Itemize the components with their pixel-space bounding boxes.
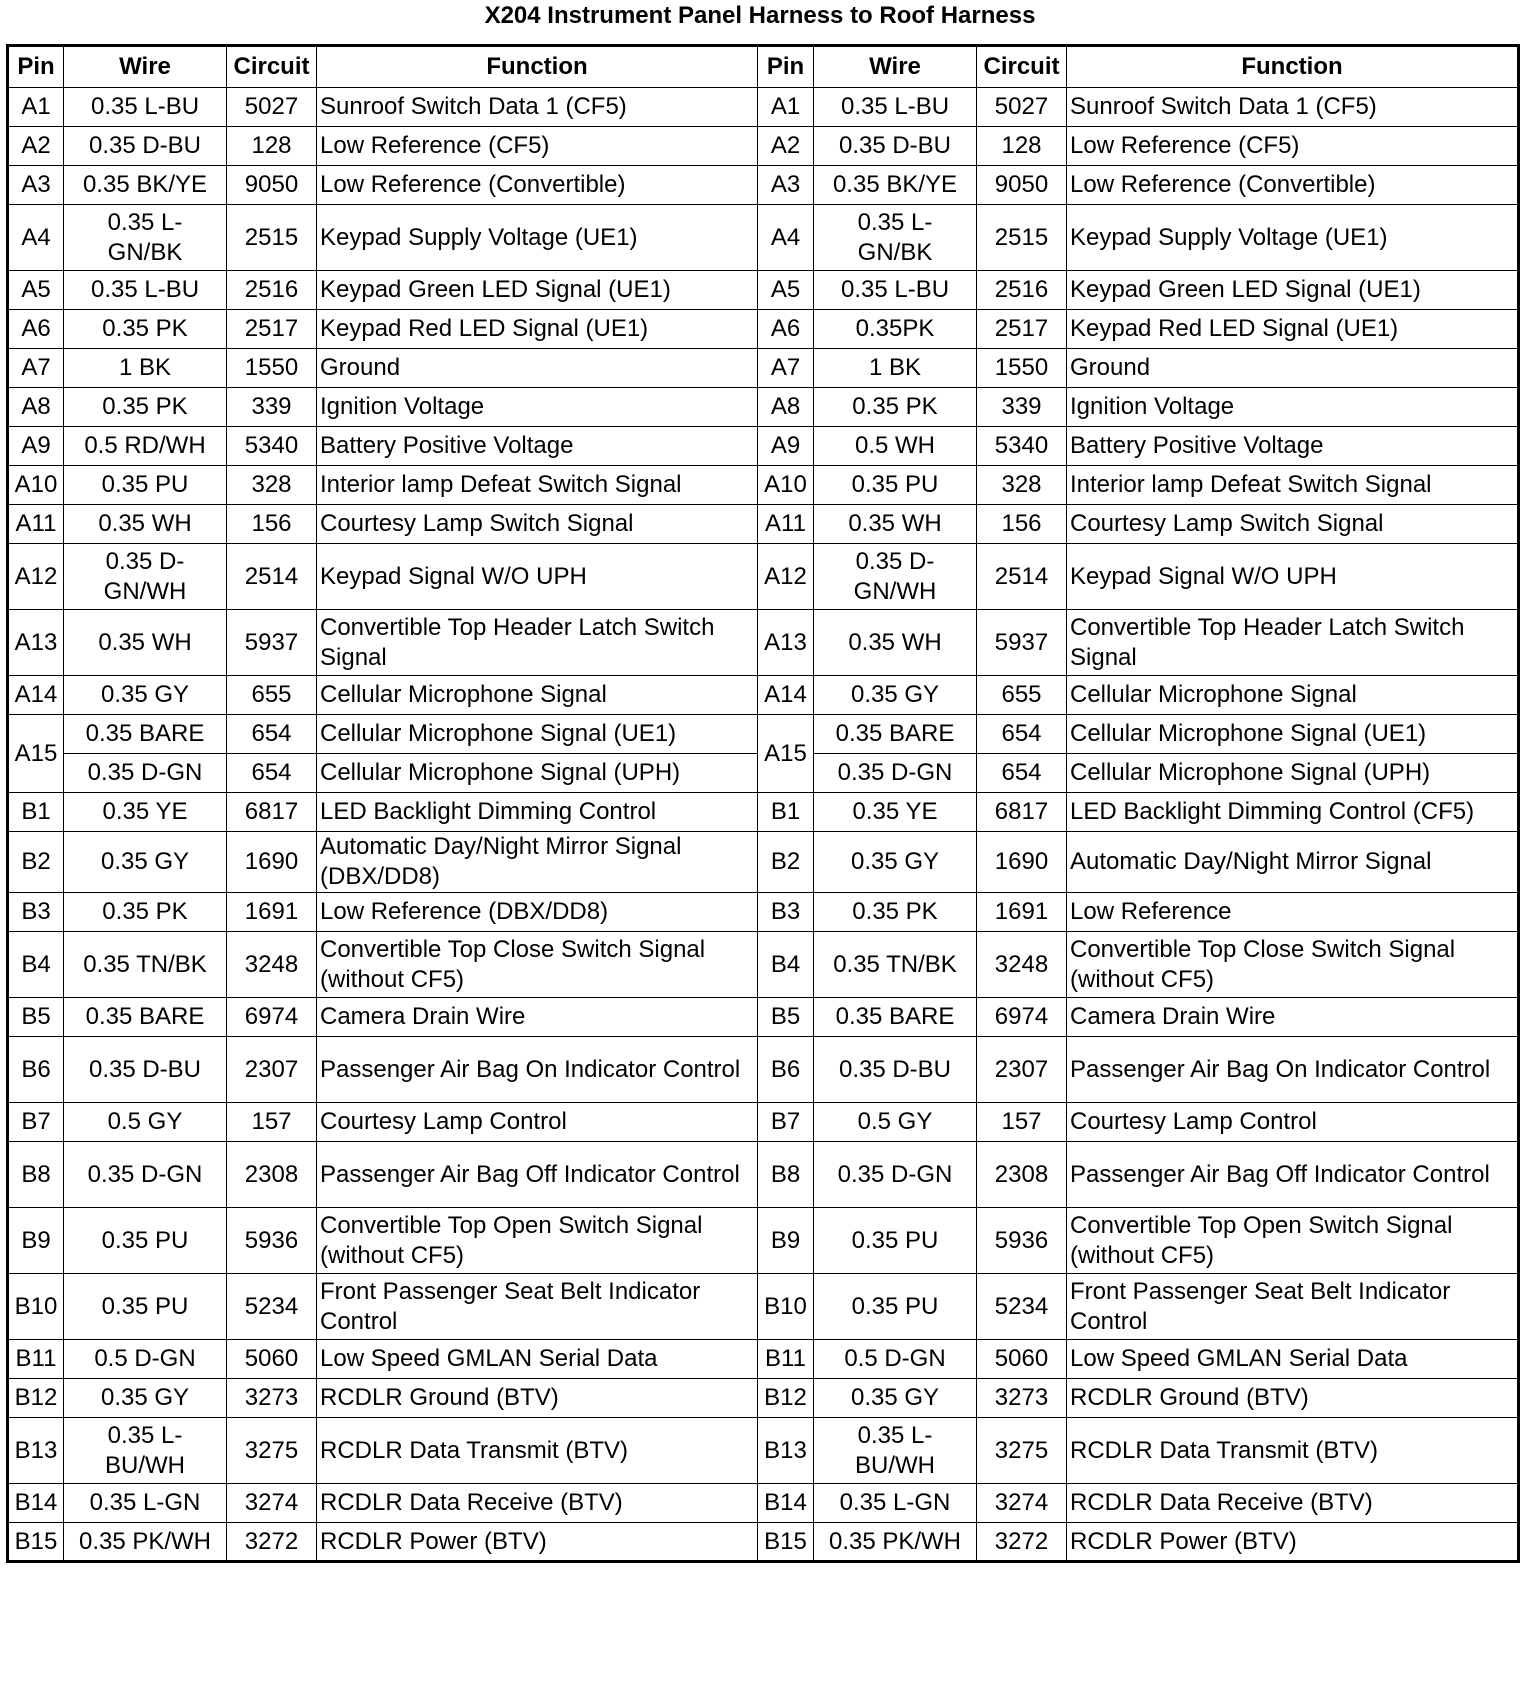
wire-cell: 1 BK bbox=[814, 349, 977, 388]
table-row bbox=[8, 388, 1519, 427]
function-cell: Courtesy Lamp Switch Signal bbox=[1067, 505, 1519, 544]
wire-cell: 0.35 BK/YE bbox=[64, 166, 227, 205]
table-row bbox=[8, 832, 1519, 893]
function-cell: Ground bbox=[317, 349, 758, 388]
pin-cell: A1 bbox=[8, 88, 64, 127]
function-cell: Battery Positive Voltage bbox=[317, 427, 758, 466]
circuit-cell: 2514 bbox=[977, 544, 1067, 610]
pin-cell: B5 bbox=[758, 998, 814, 1037]
wire-cell: 0.35 L-GN bbox=[814, 1484, 977, 1523]
pin-cell: B10 bbox=[758, 1274, 814, 1340]
pin-cell: A11 bbox=[8, 505, 64, 544]
pin-cell: A12 bbox=[758, 544, 814, 610]
circuit-cell: 2514 bbox=[227, 544, 317, 610]
wire-cell: 0.35 PK/WH bbox=[64, 1523, 227, 1562]
wire-cell: 0.35 PK bbox=[64, 310, 227, 349]
circuit-cell: 128 bbox=[977, 127, 1067, 166]
table-row bbox=[8, 544, 1519, 610]
wire-cell: 0.5 GY bbox=[64, 1103, 227, 1142]
circuit-cell: 328 bbox=[227, 466, 317, 505]
circuit-cell: 5060 bbox=[227, 1340, 317, 1379]
function-cell: Keypad Supply Voltage (UE1) bbox=[317, 205, 758, 271]
header-pin: Pin bbox=[758, 46, 814, 88]
table-row bbox=[8, 271, 1519, 310]
circuit-cell: 156 bbox=[227, 505, 317, 544]
function-cell: Front Passenger Seat Belt Indicator Control bbox=[1067, 1274, 1519, 1340]
function-cell: Automatic Day/Night Mirror Signal bbox=[1067, 832, 1519, 893]
table-row bbox=[8, 205, 1519, 271]
circuit-cell: 3274 bbox=[977, 1484, 1067, 1523]
wire-cell: 0.35 D-BU bbox=[64, 1037, 227, 1103]
circuit-cell: 5340 bbox=[977, 427, 1067, 466]
circuit-cell: 2515 bbox=[977, 205, 1067, 271]
wire-cell: 0.35 YE bbox=[814, 793, 977, 832]
function-cell: Cellular Microphone Signal (UPH) bbox=[1067, 754, 1519, 793]
wire-cell: 0.5 GY bbox=[814, 1103, 977, 1142]
table-row bbox=[8, 793, 1519, 832]
wire-cell: 0.35 L-BU bbox=[814, 271, 977, 310]
circuit-cell: 2307 bbox=[227, 1037, 317, 1103]
pin-cell: A15 bbox=[758, 715, 814, 793]
pin-cell: B8 bbox=[758, 1142, 814, 1208]
header-function: Function bbox=[1067, 46, 1519, 88]
circuit-cell: 3273 bbox=[227, 1379, 317, 1418]
pin-cell: A14 bbox=[8, 676, 64, 715]
pin-cell: B14 bbox=[758, 1484, 814, 1523]
wire-cell: 0.35 L-BU/WH bbox=[64, 1418, 227, 1484]
function-cell: Low Reference bbox=[1067, 893, 1519, 932]
circuit-cell: 6817 bbox=[977, 793, 1067, 832]
pin-cell: A9 bbox=[758, 427, 814, 466]
pin-cell: A6 bbox=[758, 310, 814, 349]
circuit-cell: 128 bbox=[227, 127, 317, 166]
wire-cell: 0.35 D-BU bbox=[814, 1037, 977, 1103]
table-row bbox=[8, 427, 1519, 466]
wire-cell: 0.35 D-BU bbox=[814, 127, 977, 166]
function-cell: Low Speed GMLAN Serial Data bbox=[317, 1340, 758, 1379]
function-cell: Low Reference (CF5) bbox=[1067, 127, 1519, 166]
table-row bbox=[8, 610, 1519, 676]
circuit-cell: 5234 bbox=[227, 1274, 317, 1340]
pin-cell: A14 bbox=[758, 676, 814, 715]
circuit-cell: 1690 bbox=[227, 832, 317, 893]
function-cell: Interior lamp Defeat Switch Signal bbox=[317, 466, 758, 505]
wire-cell: 0.35 BARE bbox=[64, 998, 227, 1037]
table-row bbox=[8, 676, 1519, 715]
circuit-cell: 3248 bbox=[227, 932, 317, 998]
function-cell: Automatic Day/Night Mirror Signal (DBX/DD8) bbox=[317, 832, 758, 893]
wire-cell: 0.35 D-GN bbox=[814, 1142, 977, 1208]
function-cell: Keypad Red LED Signal (UE1) bbox=[317, 310, 758, 349]
pin-cell: A3 bbox=[8, 166, 64, 205]
pin-cell: A2 bbox=[8, 127, 64, 166]
pin-cell: B5 bbox=[8, 998, 64, 1037]
pin-cell: B7 bbox=[8, 1103, 64, 1142]
function-cell: Passenger Air Bag Off Indicator Control bbox=[1067, 1142, 1519, 1208]
circuit-cell: 6974 bbox=[227, 998, 317, 1037]
function-cell: Battery Positive Voltage bbox=[1067, 427, 1519, 466]
function-cell: Cellular Microphone Signal bbox=[317, 676, 758, 715]
pin-cell: B11 bbox=[758, 1340, 814, 1379]
table-row bbox=[8, 1340, 1519, 1379]
pin-cell: A15 bbox=[8, 715, 64, 793]
circuit-cell: 654 bbox=[977, 715, 1067, 754]
pin-cell: B4 bbox=[8, 932, 64, 998]
circuit-cell: 6817 bbox=[227, 793, 317, 832]
function-cell: Low Reference (CF5) bbox=[317, 127, 758, 166]
pin-cell: B1 bbox=[8, 793, 64, 832]
wire-cell: 0.35 L-BU/WH bbox=[814, 1418, 977, 1484]
function-cell: Cellular Microphone Signal (UPH) bbox=[317, 754, 758, 793]
wire-cell: 0.35 GY bbox=[64, 676, 227, 715]
function-cell: Keypad Supply Voltage (UE1) bbox=[1067, 205, 1519, 271]
function-cell: Keypad Signal W/O UPH bbox=[1067, 544, 1519, 610]
pin-cell: A12 bbox=[8, 544, 64, 610]
pin-cell: B9 bbox=[758, 1208, 814, 1274]
function-cell: Camera Drain Wire bbox=[1067, 998, 1519, 1037]
pin-cell: A4 bbox=[758, 205, 814, 271]
circuit-cell: 2517 bbox=[977, 310, 1067, 349]
circuit-cell: 328 bbox=[977, 466, 1067, 505]
wire-cell: 0.35 D-GN bbox=[814, 754, 977, 793]
table-row bbox=[8, 1274, 1519, 1340]
function-cell: Sunroof Switch Data 1 (CF5) bbox=[1067, 88, 1519, 127]
pin-cell: A2 bbox=[758, 127, 814, 166]
function-cell: RCDLR Ground (BTV) bbox=[317, 1379, 758, 1418]
function-cell: LED Backlight Dimming Control bbox=[317, 793, 758, 832]
function-cell: RCDLR Data Transmit (BTV) bbox=[317, 1418, 758, 1484]
function-cell: RCDLR Data Transmit (BTV) bbox=[1067, 1418, 1519, 1484]
circuit-cell: 9050 bbox=[227, 166, 317, 205]
table-row bbox=[8, 1037, 1519, 1103]
pin-cell: A9 bbox=[8, 427, 64, 466]
wire-cell: 0.35 PK bbox=[814, 893, 977, 932]
function-cell: Cellular Microphone Signal (UE1) bbox=[317, 715, 758, 754]
circuit-cell: 339 bbox=[227, 388, 317, 427]
wire-cell: 0.35 PU bbox=[64, 1274, 227, 1340]
table-row bbox=[8, 1484, 1519, 1523]
circuit-cell: 3274 bbox=[227, 1484, 317, 1523]
pin-cell: B12 bbox=[758, 1379, 814, 1418]
pin-cell: B2 bbox=[8, 832, 64, 893]
header-wire: Wire bbox=[64, 46, 227, 88]
function-cell: Front Passenger Seat Belt Indicator Control bbox=[317, 1274, 758, 1340]
circuit-cell: 339 bbox=[977, 388, 1067, 427]
function-cell: Passenger Air Bag On Indicator Control bbox=[1067, 1037, 1519, 1103]
function-cell: Low Reference (DBX/DD8) bbox=[317, 893, 758, 932]
wire-cell: 0.35 WH bbox=[64, 610, 227, 676]
circuit-cell: 1550 bbox=[227, 349, 317, 388]
wire-cell: 0.35PK bbox=[814, 310, 977, 349]
circuit-cell: 3272 bbox=[227, 1523, 317, 1562]
table-row bbox=[8, 310, 1519, 349]
circuit-cell: 3272 bbox=[977, 1523, 1067, 1562]
circuit-cell: 5937 bbox=[977, 610, 1067, 676]
circuit-cell: 156 bbox=[977, 505, 1067, 544]
pin-cell: A11 bbox=[758, 505, 814, 544]
pin-cell: B12 bbox=[8, 1379, 64, 1418]
circuit-cell: 5027 bbox=[977, 88, 1067, 127]
pin-cell: B1 bbox=[758, 793, 814, 832]
wire-cell: 0.35 PU bbox=[814, 1208, 977, 1274]
function-cell: Convertible Top Open Switch Signal (without CF5) bbox=[317, 1208, 758, 1274]
pin-cell: B15 bbox=[8, 1523, 64, 1562]
wire-cell: 0.35 GY bbox=[814, 676, 977, 715]
function-cell: Keypad Green LED Signal (UE1) bbox=[1067, 271, 1519, 310]
circuit-cell: 2517 bbox=[227, 310, 317, 349]
wire-cell: 0.35 WH bbox=[814, 505, 977, 544]
circuit-cell: 2515 bbox=[227, 205, 317, 271]
circuit-cell: 3248 bbox=[977, 932, 1067, 998]
header-circuit: Circuit bbox=[227, 46, 317, 88]
pin-cell: B10 bbox=[8, 1274, 64, 1340]
pin-cell: B6 bbox=[8, 1037, 64, 1103]
wire-cell: 0.35 D-GN/WH bbox=[64, 544, 227, 610]
circuit-cell: 5936 bbox=[227, 1208, 317, 1274]
circuit-cell: 6974 bbox=[977, 998, 1067, 1037]
circuit-cell: 654 bbox=[227, 715, 317, 754]
circuit-cell: 3275 bbox=[977, 1418, 1067, 1484]
pin-cell: A6 bbox=[8, 310, 64, 349]
circuit-cell: 5234 bbox=[977, 1274, 1067, 1340]
function-cell: Cellular Microphone Signal bbox=[1067, 676, 1519, 715]
wire-cell: 0.35 L-GN/BK bbox=[814, 205, 977, 271]
table-row bbox=[8, 349, 1519, 388]
wire-cell: 0.5 D-GN bbox=[64, 1340, 227, 1379]
wire-cell: 0.5 WH bbox=[814, 427, 977, 466]
wire-cell: 0.35 WH bbox=[814, 610, 977, 676]
pin-cell: A8 bbox=[758, 388, 814, 427]
function-cell: RCDLR Power (BTV) bbox=[1067, 1523, 1519, 1562]
function-cell: Low Speed GMLAN Serial Data bbox=[1067, 1340, 1519, 1379]
function-cell: Interior lamp Defeat Switch Signal bbox=[1067, 466, 1519, 505]
circuit-cell: 5027 bbox=[227, 88, 317, 127]
circuit-cell: 3273 bbox=[977, 1379, 1067, 1418]
wire-cell: 0.35 D-GN/WH bbox=[814, 544, 977, 610]
circuit-cell: 3275 bbox=[227, 1418, 317, 1484]
circuit-cell: 654 bbox=[227, 754, 317, 793]
pin-cell: B7 bbox=[758, 1103, 814, 1142]
table-row bbox=[8, 893, 1519, 932]
pin-cell: A10 bbox=[758, 466, 814, 505]
table-row bbox=[8, 715, 1519, 754]
pin-cell: A13 bbox=[8, 610, 64, 676]
wire-cell: 0.35 PU bbox=[814, 466, 977, 505]
circuit-cell: 5060 bbox=[977, 1340, 1067, 1379]
wire-cell: 0.5 RD/WH bbox=[64, 427, 227, 466]
function-cell: Passenger Air Bag On Indicator Control bbox=[317, 1037, 758, 1103]
pin-cell: B6 bbox=[758, 1037, 814, 1103]
wire-cell: 0.35 TN/BK bbox=[64, 932, 227, 998]
function-cell: Camera Drain Wire bbox=[317, 998, 758, 1037]
table-row bbox=[8, 466, 1519, 505]
wire-cell: 0.35 PU bbox=[64, 466, 227, 505]
function-cell: Passenger Air Bag Off Indicator Control bbox=[317, 1142, 758, 1208]
header-wire: Wire bbox=[814, 46, 977, 88]
function-cell: Courtesy Lamp Switch Signal bbox=[317, 505, 758, 544]
function-cell: Convertible Top Close Switch Signal (without CF5) bbox=[317, 932, 758, 998]
wire-cell: 0.5 D-GN bbox=[814, 1340, 977, 1379]
function-cell: Low Reference (Convertible) bbox=[317, 166, 758, 205]
function-cell: Keypad Red LED Signal (UE1) bbox=[1067, 310, 1519, 349]
function-cell: Sunroof Switch Data 1 (CF5) bbox=[317, 88, 758, 127]
circuit-cell: 655 bbox=[227, 676, 317, 715]
circuit-cell: 1690 bbox=[977, 832, 1067, 893]
header-row bbox=[8, 46, 1519, 88]
circuit-cell: 5340 bbox=[227, 427, 317, 466]
wire-cell: 0.35 L-BU bbox=[814, 88, 977, 127]
function-cell: Keypad Signal W/O UPH bbox=[317, 544, 758, 610]
wire-cell: 0.35 BARE bbox=[814, 998, 977, 1037]
pin-cell: A5 bbox=[8, 271, 64, 310]
wire-cell: 0.35 PK bbox=[814, 388, 977, 427]
header-function: Function bbox=[317, 46, 758, 88]
pin-cell: A4 bbox=[8, 205, 64, 271]
circuit-cell: 5936 bbox=[977, 1208, 1067, 1274]
wire-cell: 0.35 L-GN bbox=[64, 1484, 227, 1523]
wire-cell: 0.35 BK/YE bbox=[814, 166, 977, 205]
pin-cell: A13 bbox=[758, 610, 814, 676]
circuit-cell: 157 bbox=[977, 1103, 1067, 1142]
pin-cell: A5 bbox=[758, 271, 814, 310]
wire-cell: 0.35 L-GN/BK bbox=[64, 205, 227, 271]
pin-cell: A3 bbox=[758, 166, 814, 205]
pin-cell: A1 bbox=[758, 88, 814, 127]
table-row bbox=[8, 1418, 1519, 1484]
circuit-cell: 1691 bbox=[227, 893, 317, 932]
function-cell: Cellular Microphone Signal (UE1) bbox=[1067, 715, 1519, 754]
pin-cell: B13 bbox=[8, 1418, 64, 1484]
circuit-cell: 2516 bbox=[227, 271, 317, 310]
function-cell: LED Backlight Dimming Control (CF5) bbox=[1067, 793, 1519, 832]
wire-cell: 0.35 GY bbox=[814, 1379, 977, 1418]
table-row bbox=[8, 1523, 1519, 1562]
circuit-cell: 2308 bbox=[977, 1142, 1067, 1208]
function-cell: Courtesy Lamp Control bbox=[1067, 1103, 1519, 1142]
function-cell: Ignition Voltage bbox=[317, 388, 758, 427]
wire-cell: 0.35 D-GN bbox=[64, 1142, 227, 1208]
table-row bbox=[8, 998, 1519, 1037]
circuit-cell: 9050 bbox=[977, 166, 1067, 205]
wire-cell: 0.35 L-BU bbox=[64, 88, 227, 127]
table-row bbox=[8, 88, 1519, 127]
pinout-table bbox=[6, 44, 1520, 1563]
pin-cell: B13 bbox=[758, 1418, 814, 1484]
wire-cell: 0.35 WH bbox=[64, 505, 227, 544]
function-cell: RCDLR Data Receive (BTV) bbox=[1067, 1484, 1519, 1523]
pin-cell: B3 bbox=[758, 893, 814, 932]
page-title: X204 Instrument Panel Harness to Roof Harness bbox=[484, 2, 1036, 29]
wire-cell: 0.35 D-GN bbox=[64, 754, 227, 793]
wire-cell: 0.35 PK bbox=[64, 388, 227, 427]
wire-cell: 0.35 D-BU bbox=[64, 127, 227, 166]
function-cell: RCDLR Data Receive (BTV) bbox=[317, 1484, 758, 1523]
wire-cell: 0.35 L-BU bbox=[64, 271, 227, 310]
circuit-cell: 655 bbox=[977, 676, 1067, 715]
circuit-cell: 5937 bbox=[227, 610, 317, 676]
pin-cell: B4 bbox=[758, 932, 814, 998]
circuit-cell: 654 bbox=[977, 754, 1067, 793]
wire-cell: 0.35 PU bbox=[64, 1208, 227, 1274]
function-cell: Keypad Green LED Signal (UE1) bbox=[317, 271, 758, 310]
wire-cell: 0.35 GY bbox=[64, 832, 227, 893]
function-cell: Ignition Voltage bbox=[1067, 388, 1519, 427]
function-cell: Low Reference (Convertible) bbox=[1067, 166, 1519, 205]
pin-cell: A10 bbox=[8, 466, 64, 505]
pin-cell: B8 bbox=[8, 1142, 64, 1208]
wire-cell: 0.35 BARE bbox=[64, 715, 227, 754]
wire-cell: 0.35 PK/WH bbox=[814, 1523, 977, 1562]
circuit-cell: 157 bbox=[227, 1103, 317, 1142]
wire-cell: 0.35 GY bbox=[814, 832, 977, 893]
wire-cell: 0.35 PU bbox=[814, 1274, 977, 1340]
pin-cell: B3 bbox=[8, 893, 64, 932]
pin-cell: B15 bbox=[758, 1523, 814, 1562]
circuit-cell: 2516 bbox=[977, 271, 1067, 310]
circuit-cell: 2307 bbox=[977, 1037, 1067, 1103]
pin-cell: B2 bbox=[758, 832, 814, 893]
table-row bbox=[8, 166, 1519, 205]
table-row bbox=[8, 505, 1519, 544]
table-row bbox=[8, 1103, 1519, 1142]
circuit-cell: 2308 bbox=[227, 1142, 317, 1208]
pin-cell: A7 bbox=[758, 349, 814, 388]
circuit-cell: 1691 bbox=[977, 893, 1067, 932]
wire-cell: 0.35 GY bbox=[64, 1379, 227, 1418]
wire-cell: 0.35 BARE bbox=[814, 715, 977, 754]
table-row bbox=[8, 1208, 1519, 1274]
pin-cell: A8 bbox=[8, 388, 64, 427]
function-cell: Convertible Top Header Latch Switch Signal bbox=[1067, 610, 1519, 676]
pin-cell: B14 bbox=[8, 1484, 64, 1523]
pin-cell: B9 bbox=[8, 1208, 64, 1274]
wire-cell: 0.35 YE bbox=[64, 793, 227, 832]
pin-cell: B11 bbox=[8, 1340, 64, 1379]
function-cell: Convertible Top Header Latch Switch Signal bbox=[317, 610, 758, 676]
function-cell: Ground bbox=[1067, 349, 1519, 388]
header-pin: Pin bbox=[8, 46, 64, 88]
wire-cell: 0.35 PK bbox=[64, 893, 227, 932]
function-cell: RCDLR Ground (BTV) bbox=[1067, 1379, 1519, 1418]
wire-cell: 0.35 TN/BK bbox=[814, 932, 977, 998]
function-cell: Courtesy Lamp Control bbox=[317, 1103, 758, 1142]
table-row bbox=[8, 1142, 1519, 1208]
function-cell: Convertible Top Open Switch Signal (without CF5) bbox=[1067, 1208, 1519, 1274]
function-cell: Convertible Top Close Switch Signal (without CF5) bbox=[1067, 932, 1519, 998]
header-circuit: Circuit bbox=[977, 46, 1067, 88]
table-row bbox=[8, 127, 1519, 166]
wire-cell: 1 BK bbox=[64, 349, 227, 388]
pin-cell: A7 bbox=[8, 349, 64, 388]
table-row bbox=[8, 932, 1519, 998]
circuit-cell: 1550 bbox=[977, 349, 1067, 388]
table-row bbox=[8, 1379, 1519, 1418]
function-cell: RCDLR Power (BTV) bbox=[317, 1523, 758, 1562]
